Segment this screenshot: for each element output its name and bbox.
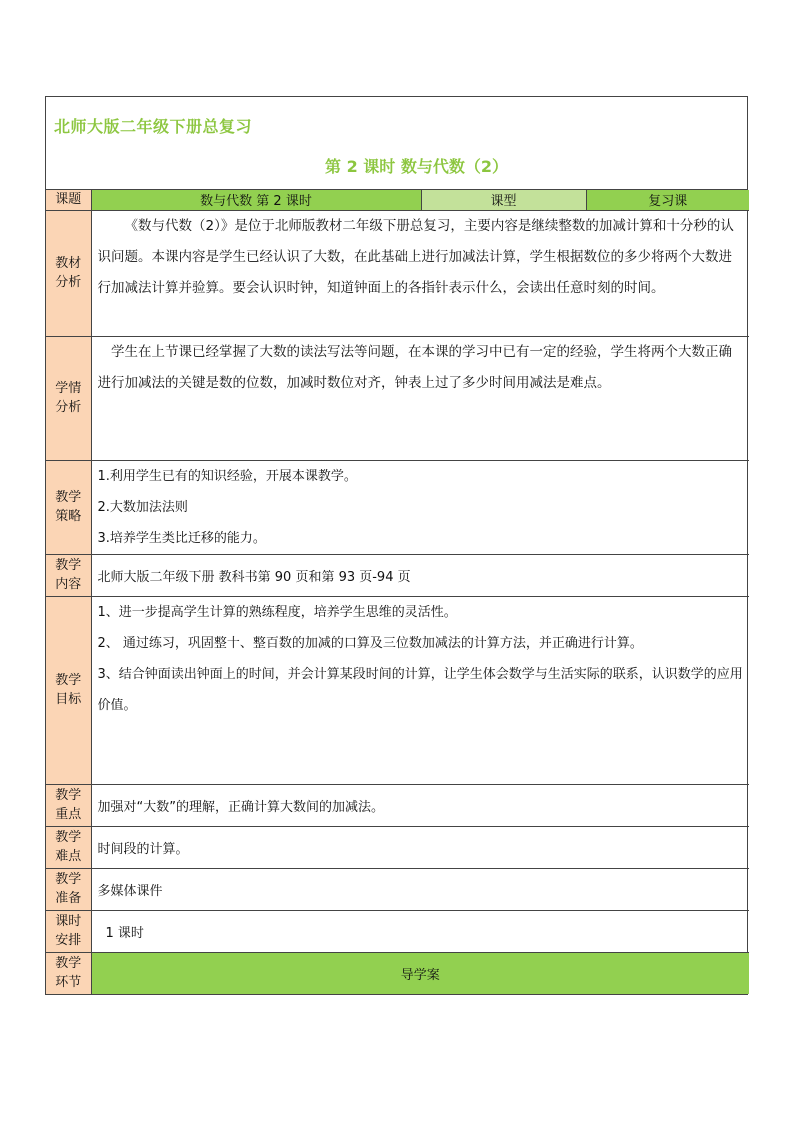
strategy-label-line-1: 教学: [55, 490, 82, 505]
difficulty-label: [46, 826, 91, 868]
lesson-title: 第 2 课时 数与代数（2）: [325, 157, 508, 176]
student-label-line-1: 学情: [55, 381, 82, 396]
analysis-row: [46, 210, 749, 336]
student-label-line-2: 分析: [55, 400, 82, 415]
goals-label: [46, 596, 91, 784]
key-points-label-line-1: 教学: [55, 788, 82, 803]
key-points-label-line-2: 重点: [55, 807, 82, 822]
analysis-label-line-1: 教材: [55, 256, 82, 271]
analysis-text: 《数与代数（2）》是位于北师版教材二年级下册总复习，主要内容是继续整数的加减计算和十分秒的认识问题。本课内容是学生已经认识了大数，在此基础上进行加减法计算，学生根据数位的多少将两个大数进行加减法计算并验算。要会认识时钟，知道钟面上的各指针表示什么，会读出任意时刻的时间。: [97, 217, 734, 296]
student-text: 学生在上节课已经掌握了大数的读法写法等问题，在本课的学习中已有一定的经验，学生将两个大数正确进行加减法的关键是数的位数，加减时数位对齐，钟表上过了多少时间用减法是难点。: [97, 343, 732, 391]
key-points-text: 加强对“大数”的理解，正确计算大数间的加减法。: [91, 784, 749, 826]
content-label-line-2: 内容: [55, 577, 82, 592]
lesson-plan-table: [46, 190, 749, 994]
analysis-label-line-2: 分析: [55, 275, 82, 290]
preparation-text: 多媒体课件: [91, 868, 749, 910]
preparation-label-line-2: 准备: [55, 891, 82, 906]
key-points-label: [46, 784, 91, 826]
process-label-line-1: 教学: [55, 956, 82, 972]
key-points-row: [46, 784, 749, 826]
schedule-label: [46, 910, 91, 952]
student-content: [91, 336, 749, 460]
preparation-row: [46, 868, 749, 910]
goals-label-line-1: 教学: [55, 673, 82, 688]
strategy-content: [91, 460, 749, 554]
difficulty-label-line-2: 难点: [55, 849, 82, 864]
process-row: [46, 952, 749, 994]
process-label-line-2: 环节: [55, 975, 82, 991]
type-label: 课型: [421, 190, 586, 210]
header-block: [46, 97, 747, 190]
analysis-label: [46, 210, 91, 336]
lesson-plan-sheet: [45, 96, 748, 995]
process-text: 导学案: [91, 952, 749, 994]
strategy-row: [46, 460, 749, 554]
schedule-row: [46, 910, 749, 952]
content-text: 北师大版二年级下册 教科书第 90 页和第 93 页-94 页: [91, 554, 749, 596]
schedule-label-line-2: 安排: [55, 933, 82, 948]
strategy-label-line-2: 策略: [55, 509, 82, 524]
difficulty-text: 时间段的计算。: [91, 826, 749, 868]
topic-label: 课题: [46, 190, 91, 210]
strategy-item-2: 2.大数加法法则: [97, 499, 188, 515]
preparation-label: [46, 868, 91, 910]
schedule-label-line-1: 课时: [55, 914, 82, 929]
difficulty-label-line-1: 教学: [55, 830, 82, 845]
goal-item-3: 3、结合钟面读出钟面上的时间，并会计算某段时间的计算，让学生体会数学与生活实际的联系，认识数学的应用价值。: [97, 666, 743, 713]
type-value: 复习课: [586, 190, 749, 210]
process-label: [46, 952, 91, 994]
student-label: [46, 336, 91, 460]
goals-label-line-2: 目标: [55, 692, 82, 707]
content-row: [46, 554, 749, 596]
strategy-item-1: 1.利用学生已有的知识经验，开展本课教学。: [97, 468, 357, 484]
series-title: 北师大版二年级下册总复习: [54, 117, 253, 136]
difficulty-row: [46, 826, 749, 868]
content-label: [46, 554, 91, 596]
goals-row: [46, 596, 749, 784]
analysis-content: [91, 210, 749, 336]
goal-item-1: 1、进一步提高学生计算的熟练程度，培养学生思维的灵活性。: [97, 604, 457, 620]
student-row: [46, 336, 749, 460]
topic-row: [46, 190, 749, 210]
goals-content: [91, 596, 749, 784]
content-label-line-1: 教学: [55, 558, 82, 573]
strategy-label: [46, 460, 91, 554]
strategy-item-3: 3.培养学生类比迁移的能力。: [97, 530, 266, 546]
schedule-text: 1 课时: [91, 910, 749, 952]
preparation-label-line-1: 教学: [55, 872, 82, 887]
topic-value: 数与代数 第 2 课时: [91, 190, 421, 210]
goal-item-2: 2、 通过练习，巩固整十、整百数的加减的口算及三位数加减法的计算方法，并正确进行计算。: [97, 635, 643, 651]
